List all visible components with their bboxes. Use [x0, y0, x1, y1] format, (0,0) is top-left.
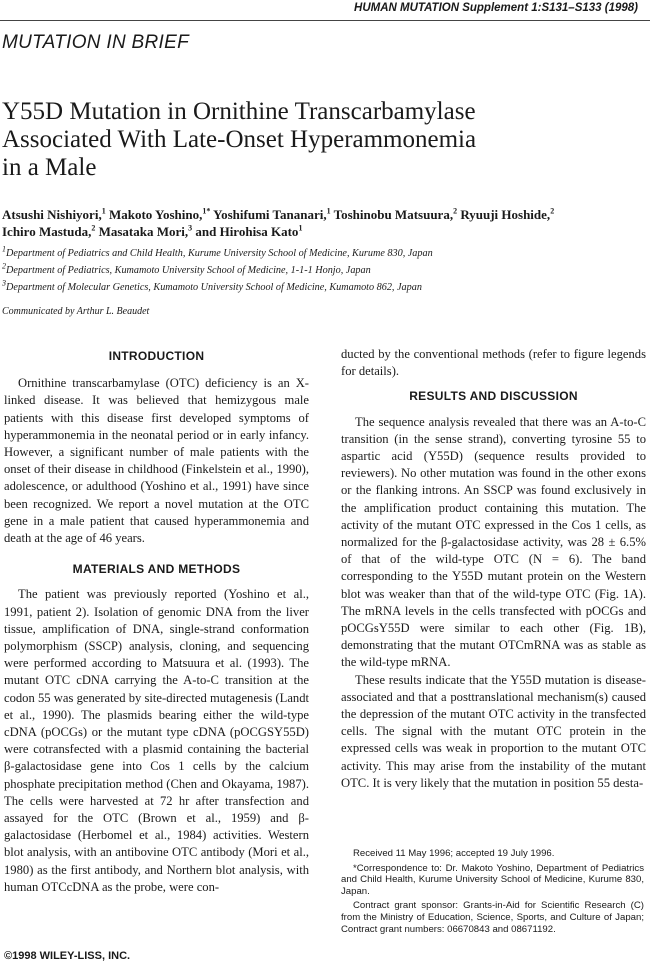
- affiliation: [2, 245, 642, 262]
- title-line: in a Male: [2, 154, 97, 181]
- affiliation: [2, 279, 642, 296]
- affil-mark: 3: [2, 278, 6, 288]
- author: Ryuuji Hoshide,: [457, 207, 551, 222]
- title-line: Y55D Mutation in Ornithine Transcarbamylase: [2, 98, 476, 125]
- author-affil-mark: 1: [101, 206, 106, 216]
- author-list: [2, 206, 647, 240]
- author: Makoto Yoshino,: [105, 207, 203, 222]
- section-heading-results: RESULTS AND DISCUSSION: [409, 389, 578, 404]
- author-affil-mark: 1: [326, 206, 331, 216]
- affil-mark: 1: [2, 244, 6, 254]
- author: Ichiro Mastuda,: [2, 224, 92, 239]
- results-paragraph: These results indicate that the Y55D mutation is disease-associated and that a posttranslational mechanism(s) caused the depression of the mutant OTC activity in the transfected cells. The signal with the mutant OTC protein in the expressed cells was weak in proportion to the mutant OTC activity. This may arise from the instability of the mutant OTC. It is very likely that the mutation in position 55 desta-: [341, 672, 646, 790]
- author-affil-mark: 2: [453, 206, 458, 216]
- article-type-label: MUTATION IN BRIEF: [2, 32, 190, 53]
- communicated-by: Communicated by Arthur L. Beaudet: [2, 306, 150, 317]
- author-affil-mark: 1*: [202, 206, 211, 216]
- header-rule: [0, 20, 650, 21]
- affil-text: Department of Pediatrics, Kumamoto University School of Medicine, 1-1-1 Honjo, Japan: [6, 265, 371, 276]
- affiliation-list: [2, 245, 642, 296]
- author-line: [2, 206, 647, 223]
- affil-text: Department of Molecular Genetics, Kumamoto University School of Medicine, Kumamoto 862, Japan: [6, 282, 422, 293]
- section-heading-methods: MATERIALS AND METHODS: [72, 562, 241, 577]
- author-affil-mark: 3: [188, 223, 193, 233]
- author-affil-mark: 2: [550, 206, 555, 216]
- affiliation: [2, 262, 642, 279]
- grant-note: Contract grant sponsor: Grants-in-Aid for Scientific Research (C) from the Ministry of Education, Science, Sports, and Culture of Japan; Contract grant numbers: 06670843 and 08671192.: [341, 900, 644, 935]
- title-line: Associated With Late-Onset Hyperammonemia: [2, 126, 477, 153]
- journal-citation: HUMAN MUTATION Supplement 1:S131–S133 (1998): [354, 2, 638, 14]
- intro-paragraph: Ornithine transcarbamylase (OTC) deficiency is an X-linked disease. It was believed that hemizygous male patients with this disease first developed symptoms of hyperammonemia in the neonatal period or in early infancy. However, a significant number of male patients with the onset of their disease in childhood (Finkelstein et al., 1990), adolescence, or adulthood (Yoshino et al., 1991) have since been recognized. We report a novel mutation at the OTC gene in a male patient that caused hyperammonemia and death at the age of 46 years.: [4, 376, 309, 546]
- results-paragraph: The sequence analysis revealed that there was an A-to-C transition (in the sense strand), converting tyrosine 55 to aspartic acid (Y55D) (sequence results provided to reviewers). No other mutation was found in the other exons or the flanking introns. An SSCP was found exclusively in the amplification product containing this mutation. The activity of the mutant OTC expressed in the Cos 1 cells, as normalized for the β-galactosidase activity, was 28 ± 6.5% of that of the wild-type OTC (N = 6). The band corresponding to the Y55D mutant protein on the Western blot was weaker than that of the wild-type OTC (Fig. 1A). The mRNA levels in the cells transfected with pOCGs and pOCGsY55D were similar to each other (Fig. 1B), demonstrating that the mutant OTCmRNA was as stable as the wild-type mRNA.: [341, 414, 646, 670]
- methods-paragraph: The patient was previously reported (Yoshino et al., 1991, patient 2). Isolation of genomic DNA from the liver tissue, amplification of DNA, single-strand conformation polymorphism (SSCP) analysis, cloning, and sequencing were performed according to Matsuura et al. (1993). The mutant OTC cDNA carrying the A-to-C transition at the codon 55 was generated by site-directed mutagenesis (Landt et al., 1990). The plasmids bearing either the wild-type cDNA (pOCGs) or the mutant type cDNA (pOCGSY55D) were cotransfected with a plasmid containing the bacterial β-galactosidase gene into Cos 1 cells by the calcium phosphate precipitation method (Chen and Okayama, 1987). The cells were harvested at 72 hr after transfection and assayed for the OTC (Brown et al., 1959) and β-galactosidase (Herbomel et al., 1984) activities. Western blot analysis, with an antibovine OTC antibody (Mori et al., 1980) as the first antibody, and Northern blot analysis, with human OTCcDNA as the probe, were con-: [4, 587, 309, 894]
- correspondence-note: *Correspondence to: Dr. Makoto Yoshino, Department of Pediatrics and Child Health, Kurume University School of Medicine, Kurume 830, Japan.: [341, 862, 644, 897]
- footnotes: [341, 848, 644, 938]
- author-affil-mark: 1: [298, 223, 303, 233]
- author: Atsushi Nishiyori,: [2, 207, 102, 222]
- right-column: [341, 346, 646, 792]
- copyright: ©1998 WILEY-LISS, INC.: [4, 950, 131, 962]
- affil-mark: 2: [2, 261, 6, 271]
- section-heading-introduction: INTRODUCTION: [108, 349, 205, 363]
- author: and Hirohisa Kato: [192, 224, 299, 239]
- author: Yoshifumi Tananari,: [210, 207, 327, 222]
- author: Masataka Mori,: [95, 224, 189, 239]
- author: Toshinobu Matsuura,: [330, 207, 454, 222]
- affil-text: Department of Pediatrics and Child Health, Kurume University School of Medicine, Kurume 830, Japan: [6, 248, 433, 259]
- article-title: [2, 98, 642, 182]
- methods-continuation: ducted by the conventional methods (refer to figure legends for details).: [341, 347, 646, 379]
- received-date: Received 11 May 1996; accepted 19 July 1996.: [353, 848, 555, 859]
- author-affil-mark: 2: [91, 223, 96, 233]
- author-line: [2, 223, 647, 240]
- left-column: [4, 346, 309, 896]
